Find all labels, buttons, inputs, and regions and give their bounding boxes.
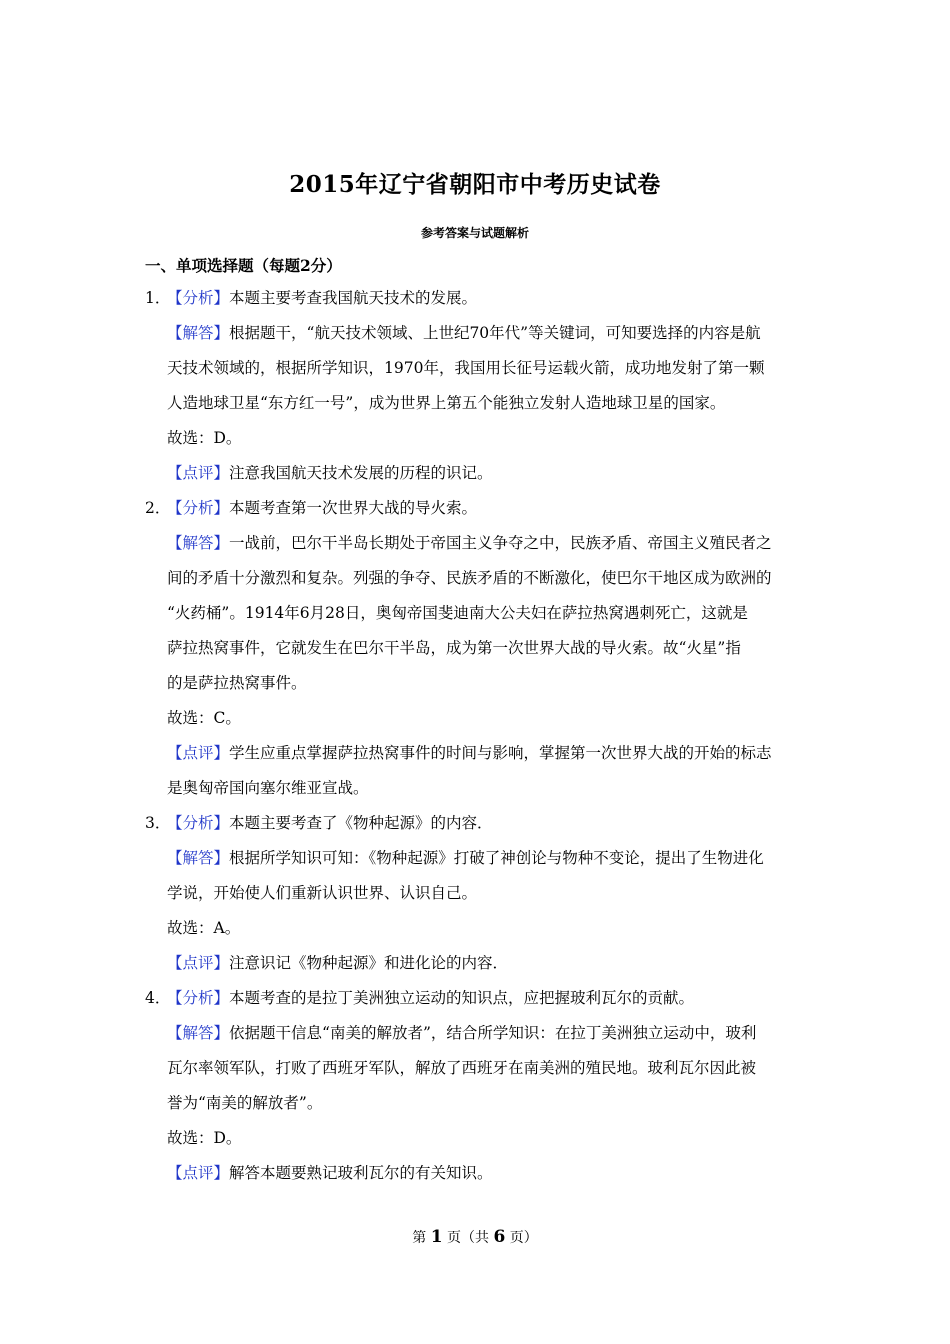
analysis-text: 本题主要考查我国航天技术的发展。 <box>229 289 478 307</box>
answer-text: 萨拉热窝事件，它就发生在巴尔干半岛，成为第一次世界大战的导火索。故“火星”指 <box>167 639 741 657</box>
answer-text: 依据题干信息“南美的解放者”，结合所学知识：在拉丁美洲独立运动中，玻利 <box>229 1024 757 1042</box>
answer-list <box>145 281 810 1191</box>
comment-label: 【点评】 <box>167 464 230 482</box>
comment-label: 【点评】 <box>167 744 230 762</box>
answer-line <box>145 1016 810 1051</box>
footer-total-pages: 6 <box>493 1227 506 1247</box>
answer-text: 的是萨拉热窝事件。 <box>167 674 307 692</box>
choice-line: 故选：D。 <box>167 1129 242 1147</box>
choice-line: 故选：D。 <box>167 429 242 447</box>
comment-text: 学生应重点掌握萨拉热窝事件的时间与影响，掌握第一次世界大战的开始的标志 <box>229 744 772 762</box>
answer-text: 根据所学知识可知：《物种起源》打破了神创论与物种不变论，提出了生物进化 <box>229 849 764 867</box>
comment-text: 解答本题要熟记玻利瓦尔的有关知识。 <box>229 1164 493 1182</box>
answer-text: 瓦尔率领军队，打败了西班牙军队，解放了西班牙在南美洲的殖民地。玻利瓦尔因此被 <box>167 1059 757 1077</box>
answer-text: 天技术领域的，根据所学知识，1970年，我国用长征号运载火箭，成功地发射了第一颗 <box>167 359 765 377</box>
answer-label: 【解答】 <box>167 324 230 342</box>
answer-text: 誉为“南美的解放者”。 <box>167 1094 323 1112</box>
answer-text: 根据题干，“航天技术领域、上世纪70年代”等关键词，可知要选择的内容是航 <box>229 324 761 342</box>
answer-line <box>145 351 810 386</box>
analysis-text: 本题主要考查了《物种起源》的内容． <box>229 814 493 832</box>
answer-label: 【解答】 <box>167 849 230 867</box>
answer-text: 一战前，巴尔干半岛长期处于帝国主义争夺之中，民族矛盾、帝国主义殖民者之 <box>229 534 772 552</box>
answer-line <box>145 1051 810 1086</box>
question-analysis-line <box>145 981 810 1016</box>
question-number: 3． <box>145 814 171 832</box>
answer-line <box>145 561 810 596</box>
question-block <box>145 491 810 806</box>
footer-middle: 页（共 <box>447 1230 489 1246</box>
question-number: 2． <box>145 499 171 517</box>
footer-page-number: 1 <box>430 1227 443 1247</box>
comment-label: 【点评】 <box>167 1164 230 1182</box>
comment-text: 是奥匈帝国向塞尔维亚宣战。 <box>167 779 369 797</box>
answer-line <box>145 876 810 911</box>
document-subtitle: 参考答案与试题解析 <box>420 226 529 240</box>
question-block <box>145 806 810 981</box>
answer-line <box>145 666 810 701</box>
document-title: 2015年辽宁省朝阳市中考历史试卷 <box>289 171 661 198</box>
footer-suffix: 页） <box>509 1230 538 1246</box>
answer-label: 【解答】 <box>167 534 230 552</box>
analysis-label: 【分析】 <box>167 989 230 1007</box>
comment-label: 【点评】 <box>167 954 230 972</box>
comment-line <box>145 736 810 771</box>
answer-text: 学说，开始使人们重新认识世界、认识自己。 <box>167 884 478 902</box>
answer-line <box>145 1086 810 1121</box>
comment-line <box>145 771 810 806</box>
question-block <box>145 981 810 1191</box>
answer-line <box>145 841 810 876</box>
analysis-label: 【分析】 <box>167 289 230 307</box>
comment-text: 注意识记《物种起源》和进化论的内容． <box>229 954 509 972</box>
analysis-label: 【分析】 <box>167 499 230 517</box>
answer-line <box>145 596 810 631</box>
question-analysis-line <box>145 281 810 316</box>
answer-text: “火药桶”。1914年6月28日，奥匈帝国斐迪南大公夫妇在萨拉热窝遇刺死亡，这就是 <box>167 604 748 622</box>
answer-text: 间的矛盾十分激烈和复杂。列强的争夺、民族矛盾的不断激化，使巴尔干地区成为欧洲的 <box>167 569 772 587</box>
comment-line <box>145 456 810 491</box>
question-number: 1． <box>145 289 171 307</box>
question-analysis-line <box>145 806 810 841</box>
section-heading: 一、单项选择题（每题2分） <box>145 256 342 275</box>
answer-line <box>145 631 810 666</box>
answer-line <box>145 316 810 351</box>
question-number: 4． <box>145 989 171 1007</box>
question-block <box>145 281 810 491</box>
comment-line <box>145 1156 810 1191</box>
answer-label: 【解答】 <box>167 1024 230 1042</box>
footer-prefix: 第 <box>412 1230 427 1246</box>
analysis-text: 本题考查的是拉丁美洲独立运动的知识点，应把握玻利瓦尔的贡献。 <box>229 989 695 1007</box>
choice-line: 故选：C。 <box>167 709 241 727</box>
comment-text: 注意我国航天技术发展的历程的识记。 <box>229 464 493 482</box>
answer-line <box>145 526 810 561</box>
answer-line <box>145 386 810 421</box>
analysis-text: 本题考查第一次世界大战的导火索。 <box>229 499 478 517</box>
question-analysis-line <box>145 491 810 526</box>
page-footer <box>0 1227 950 1247</box>
answer-text: 人造地球卫星“东方红一号”，成为世界上第五个能独立发射人造地球卫星的国家。 <box>167 394 726 412</box>
analysis-label: 【分析】 <box>167 814 230 832</box>
comment-line <box>145 946 810 981</box>
choice-line: 故选：A。 <box>167 919 241 937</box>
